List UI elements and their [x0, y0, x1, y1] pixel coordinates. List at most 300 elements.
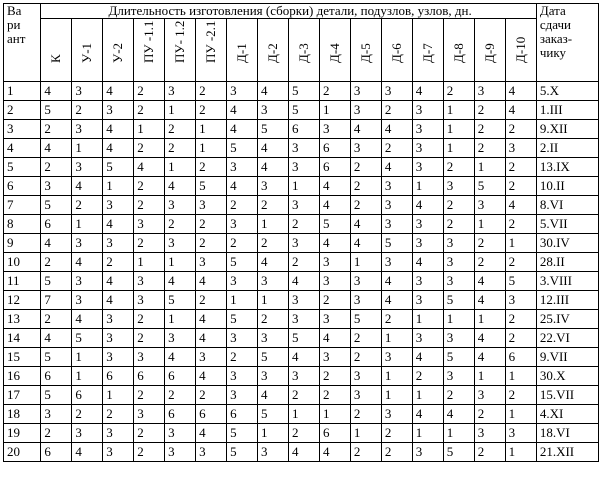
duration-cell: 5 [443, 348, 474, 367]
duration-cell: 3 [412, 234, 443, 253]
duration-cell: 3 [288, 196, 319, 215]
duration-cell: 3 [165, 196, 196, 215]
duration-cell: 1 [350, 253, 381, 272]
duration-cell: 2 [443, 215, 474, 234]
duration-cell: 4 [103, 120, 134, 139]
duration-cell: 2 [350, 329, 381, 348]
duration-cell: 5 [196, 177, 227, 196]
table-row [4, 253, 599, 272]
column-header [443, 19, 474, 82]
duration-cell: 1 [474, 215, 505, 234]
variant-cell: 10 [4, 253, 41, 272]
duration-cell: 3 [412, 139, 443, 158]
duration-cell: 3 [41, 177, 72, 196]
duration-cell: 3 [412, 215, 443, 234]
duration-cell: 2 [443, 158, 474, 177]
duration-cell: 3 [505, 424, 536, 443]
duration-cell: 6 [41, 367, 72, 386]
column-header [72, 19, 103, 82]
duration-cell: 4 [288, 272, 319, 291]
table-row [4, 386, 599, 405]
duration-cell: 2 [505, 177, 536, 196]
duration-cell: 3 [381, 348, 412, 367]
duration-cell: 3 [72, 158, 103, 177]
duration-cell: 3 [288, 234, 319, 253]
duration-cell: 1 [412, 424, 443, 443]
duration-cell: 3 [165, 82, 196, 101]
duration-cell: 4 [319, 234, 350, 253]
duration-cell: 4 [258, 253, 289, 272]
duration-cell: 2 [134, 443, 165, 462]
delivery-date-cell: 5.X [536, 82, 598, 101]
duration-cell: 3 [443, 272, 474, 291]
delivery-date-cell: 9.VII [536, 348, 598, 367]
column-header [165, 19, 196, 82]
duration-cell: 1 [258, 424, 289, 443]
duration-cell: 1 [443, 120, 474, 139]
duration-cell: 3 [72, 424, 103, 443]
duration-cell: 5 [41, 196, 72, 215]
duration-cell: 6 [227, 405, 258, 424]
variant-cell: 19 [4, 424, 41, 443]
duration-cell: 3 [474, 386, 505, 405]
duration-cell: 1 [381, 329, 412, 348]
duration-cell: 1 [319, 405, 350, 424]
duration-cell: 3 [165, 443, 196, 462]
duration-cell: 3 [103, 310, 134, 329]
duration-cell: 3 [134, 291, 165, 310]
delivery-date-cell: 3.VIII [536, 272, 598, 291]
duration-cell: 2 [41, 158, 72, 177]
duration-cell: 5 [258, 348, 289, 367]
duration-cell: 6 [134, 367, 165, 386]
duration-cell: 2 [227, 234, 258, 253]
duration-cell: 3 [350, 139, 381, 158]
duration-cell: 1 [443, 101, 474, 120]
duration-cell: 6 [41, 443, 72, 462]
duration-cell: 4 [412, 196, 443, 215]
duration-cell: 2 [196, 234, 227, 253]
column-header-label: Д-2 [265, 43, 280, 63]
variant-cell: 1 [4, 82, 41, 101]
duration-cell: 6 [288, 120, 319, 139]
duration-cell: 4 [41, 329, 72, 348]
duration-cell: 3 [227, 367, 258, 386]
duration-cell: 3 [258, 272, 289, 291]
duration-cell: 3 [350, 101, 381, 120]
duration-cell: 2 [350, 196, 381, 215]
duration-cell: 5 [103, 158, 134, 177]
variant-cell: 11 [4, 272, 41, 291]
duration-cell: 4 [72, 443, 103, 462]
duration-cell: 3 [412, 443, 443, 462]
duration-cell: 1 [72, 215, 103, 234]
column-header [412, 19, 443, 82]
duration-cell: 2 [350, 177, 381, 196]
duration-cell: 5 [41, 272, 72, 291]
duration-cell: 1 [258, 291, 289, 310]
variant-header-line: ант [7, 31, 26, 46]
duration-cell: 2 [196, 291, 227, 310]
duration-cell: 3 [412, 272, 443, 291]
duration-cell: 1 [381, 367, 412, 386]
table-row [4, 348, 599, 367]
duration-cell: 2 [288, 424, 319, 443]
assembly-duration-table [3, 3, 599, 462]
duration-cell: 2 [381, 424, 412, 443]
duration-cell: 1 [412, 386, 443, 405]
duration-cell: 6 [319, 424, 350, 443]
variant-cell: 18 [4, 405, 41, 424]
delivery-date-cell: 10.II [536, 177, 598, 196]
duration-cell: 2 [319, 82, 350, 101]
duration-cell: 1 [474, 158, 505, 177]
duration-cell: 3 [227, 215, 258, 234]
column-header-label: ПУ- 1.2 [172, 20, 188, 63]
duration-cell: 4 [196, 310, 227, 329]
duration-cell: 2 [103, 253, 134, 272]
date-header [536, 4, 598, 82]
column-header [319, 19, 350, 82]
duration-cell: 2 [505, 215, 536, 234]
duration-cell: 1 [165, 310, 196, 329]
duration-cell: 3 [288, 367, 319, 386]
duration-cell: 3 [443, 367, 474, 386]
variant-cell: 17 [4, 386, 41, 405]
duration-cell: 3 [72, 120, 103, 139]
delivery-date-cell: 22.VI [536, 329, 598, 348]
duration-cell: 4 [227, 101, 258, 120]
duration-cell: 2 [196, 82, 227, 101]
duration-cell: 1 [72, 139, 103, 158]
duration-cell: 4 [258, 158, 289, 177]
delivery-date-cell: 9.XII [536, 120, 598, 139]
column-header [227, 19, 258, 82]
table-row [4, 196, 599, 215]
column-header-label: К [48, 54, 64, 63]
column-header [288, 19, 319, 82]
duration-cell: 5 [72, 329, 103, 348]
duration-cell: 3 [412, 329, 443, 348]
column-header-label: У-2 [110, 42, 126, 63]
duration-cell: 3 [165, 329, 196, 348]
duration-cell: 4 [350, 234, 381, 253]
duration-cell: 3 [227, 329, 258, 348]
duration-cell: 1 [72, 348, 103, 367]
duration-cell: 3 [103, 348, 134, 367]
duration-cell: 4 [412, 348, 443, 367]
duration-cell: 4 [505, 101, 536, 120]
duration-cell: 2 [134, 234, 165, 253]
column-header-label: ПУ -2.1 [203, 20, 219, 63]
duration-cell: 4 [72, 177, 103, 196]
variant-cell: 4 [4, 139, 41, 158]
duration-cell: 2 [134, 101, 165, 120]
date-header-line: сдачи [539, 17, 571, 32]
duration-cell: 5 [41, 348, 72, 367]
duration-cell: 4 [319, 196, 350, 215]
variant-cell: 20 [4, 443, 41, 462]
table-row [4, 424, 599, 443]
duration-cell: 4 [319, 443, 350, 462]
column-header-label: Д-1 [234, 43, 250, 63]
duration-cell: 4 [196, 329, 227, 348]
duration-cell: 4 [72, 253, 103, 272]
duration-cell: 2 [258, 196, 289, 215]
duration-cell: 2 [474, 405, 505, 424]
delivery-date-cell: 4.XI [536, 405, 598, 424]
table-row [4, 234, 599, 253]
duration-cell: 4 [350, 120, 381, 139]
duration-cell: 6 [103, 367, 134, 386]
duration-cell: 3 [165, 424, 196, 443]
duration-cell: 3 [258, 177, 289, 196]
column-header-label: Д-3 [295, 43, 311, 63]
duration-cell: 2 [134, 82, 165, 101]
duration-cell: 2 [196, 101, 227, 120]
duration-cell: 2 [505, 386, 536, 405]
duration-cell: 6 [319, 139, 350, 158]
duration-cell: 3 [196, 348, 227, 367]
duration-cell: 2 [474, 139, 505, 158]
duration-cell: 3 [227, 158, 258, 177]
delivery-date-cell: 13.IX [536, 158, 598, 177]
duration-cell: 4 [165, 348, 196, 367]
duration-cell: 3 [381, 253, 412, 272]
duration-cell: 1 [72, 367, 103, 386]
duration-cell: 4 [381, 120, 412, 139]
duration-cell: 5 [227, 139, 258, 158]
duration-cell: 1 [350, 424, 381, 443]
duration-cell: 1 [165, 158, 196, 177]
column-header-label: Д-8 [450, 43, 466, 63]
duration-cell: 3 [319, 253, 350, 272]
variant-cell: 7 [4, 196, 41, 215]
variant-cell: 14 [4, 329, 41, 348]
duration-cell: 2 [72, 405, 103, 424]
duration-cell: 5 [443, 291, 474, 310]
variant-cell: 5 [4, 158, 41, 177]
duration-cell: 3 [103, 424, 134, 443]
duration-cell: 1 [103, 177, 134, 196]
duration-cell: 2 [196, 158, 227, 177]
duration-cell: 3 [443, 234, 474, 253]
duration-cell: 2 [505, 310, 536, 329]
duration-cell: 4 [103, 215, 134, 234]
duration-cell: 3 [474, 196, 505, 215]
duration-cell: 3 [381, 177, 412, 196]
duration-cell: 2 [134, 177, 165, 196]
column-header [350, 19, 381, 82]
variant-header [4, 4, 41, 82]
duration-cell: 2 [319, 386, 350, 405]
duration-cell: 3 [196, 253, 227, 272]
duration-cell: 1 [196, 120, 227, 139]
duration-cell: 3 [381, 215, 412, 234]
table-row [4, 272, 599, 291]
duration-cell: 3 [350, 386, 381, 405]
duration-cell: 1 [505, 443, 536, 462]
duration-cell: 1 [505, 367, 536, 386]
table-row [4, 329, 599, 348]
duration-cell: 2 [350, 443, 381, 462]
delivery-date-cell: 30.IV [536, 234, 598, 253]
duration-cell: 2 [134, 310, 165, 329]
duration-cell: 4 [227, 120, 258, 139]
duration-cell: 3 [134, 405, 165, 424]
duration-cell: 1 [134, 253, 165, 272]
duration-cell: 1 [412, 310, 443, 329]
duration-cell: 2 [41, 424, 72, 443]
duration-cell: 2 [350, 348, 381, 367]
duration-cell: 1 [165, 101, 196, 120]
duration-cell: 2 [381, 139, 412, 158]
column-header [41, 19, 72, 82]
duration-cell: 3 [72, 234, 103, 253]
duration-cell: 3 [258, 101, 289, 120]
duration-cell: 4 [258, 82, 289, 101]
duration-cell: 6 [165, 367, 196, 386]
duration-cell: 2 [350, 405, 381, 424]
duration-cell: 3 [350, 272, 381, 291]
column-header-label: Д-4 [326, 43, 342, 63]
duration-cell: 5 [165, 291, 196, 310]
table-row [4, 443, 599, 462]
column-header [474, 19, 505, 82]
duration-cell: 1 [103, 386, 134, 405]
duration-cell: 5 [505, 272, 536, 291]
duration-cell: 4 [288, 443, 319, 462]
duration-cell: 3 [412, 101, 443, 120]
duration-cell: 4 [258, 139, 289, 158]
duration-cell: 5 [227, 310, 258, 329]
duration-cell: 2 [134, 386, 165, 405]
duration-cell: 3 [412, 120, 443, 139]
duration-cell: 1 [443, 139, 474, 158]
duration-cell: 4 [41, 139, 72, 158]
delivery-date-cell: 18.VI [536, 424, 598, 443]
duration-cell: 2 [165, 215, 196, 234]
duration-cell: 5 [288, 101, 319, 120]
duration-cell: 4 [412, 82, 443, 101]
duration-cell: 4 [165, 272, 196, 291]
duration-cell: 4 [103, 291, 134, 310]
date-header-line: чику [539, 45, 566, 60]
duration-cell: 4 [165, 177, 196, 196]
duration-cell: 3 [288, 310, 319, 329]
duration-cell: 1 [443, 310, 474, 329]
duration-cell: 1 [505, 405, 536, 424]
duration-cell: 6 [72, 386, 103, 405]
duration-cell: 4 [103, 139, 134, 158]
duration-cell: 1 [381, 386, 412, 405]
column-header-label: Д-10 [512, 36, 528, 63]
table-title: Длительность изготовления (сборки) детали, подузлов, узлов, дн. [41, 4, 536, 19]
duration-cell: 3 [165, 234, 196, 253]
duration-cell: 1 [227, 291, 258, 310]
duration-cell: 4 [196, 272, 227, 291]
duration-cell: 3 [319, 348, 350, 367]
delivery-date-cell: 28.II [536, 253, 598, 272]
duration-cell: 2 [443, 386, 474, 405]
variant-header-line: Ва [7, 3, 22, 18]
column-header-label: ПУ -1.1 [141, 20, 157, 63]
duration-cell: 4 [505, 196, 536, 215]
duration-cell: 2 [381, 101, 412, 120]
duration-cell: 2 [505, 120, 536, 139]
duration-cell: 3 [443, 329, 474, 348]
duration-cell: 1 [474, 310, 505, 329]
duration-cell: 4 [381, 291, 412, 310]
duration-cell: 5 [288, 82, 319, 101]
column-header-label: Д-5 [357, 43, 373, 63]
duration-cell: 3 [288, 139, 319, 158]
duration-cell: 3 [288, 158, 319, 177]
duration-cell: 3 [350, 82, 381, 101]
duration-cell: 2 [72, 196, 103, 215]
duration-cell: 3 [196, 196, 227, 215]
duration-cell: 3 [443, 177, 474, 196]
duration-cell: 3 [381, 405, 412, 424]
variant-cell: 15 [4, 348, 41, 367]
duration-cell: 3 [134, 272, 165, 291]
duration-cell: 2 [196, 386, 227, 405]
duration-cell: 2 [134, 139, 165, 158]
duration-cell: 3 [72, 272, 103, 291]
duration-cell: 2 [258, 234, 289, 253]
duration-cell: 5 [443, 443, 474, 462]
duration-cell: 3 [103, 443, 134, 462]
duration-cell: 5 [227, 443, 258, 462]
column-header [196, 19, 227, 82]
duration-cell: 4 [196, 424, 227, 443]
duration-cell: 4 [319, 329, 350, 348]
table-row [4, 120, 599, 139]
duration-cell: 4 [41, 82, 72, 101]
table-row [4, 82, 599, 101]
duration-cell: 2 [165, 139, 196, 158]
duration-cell: 3 [134, 215, 165, 234]
duration-cell: 2 [227, 348, 258, 367]
delivery-date-cell: 21.XII [536, 443, 598, 462]
duration-cell: 2 [319, 291, 350, 310]
duration-cell: 1 [134, 120, 165, 139]
duration-cell: 5 [41, 386, 72, 405]
variant-cell: 3 [4, 120, 41, 139]
column-header [505, 19, 536, 82]
duration-cell: 3 [505, 291, 536, 310]
column-header-label: Д-9 [481, 43, 497, 63]
column-header [103, 19, 134, 82]
duration-cell: 4 [288, 348, 319, 367]
delivery-date-cell: 8.VI [536, 196, 598, 215]
duration-cell: 5 [41, 101, 72, 120]
duration-cell: 2 [381, 310, 412, 329]
column-header [381, 19, 412, 82]
duration-cell: 4 [474, 272, 505, 291]
delivery-date-cell: 30.X [536, 367, 598, 386]
duration-cell: 2 [412, 367, 443, 386]
duration-cell: 6 [165, 405, 196, 424]
duration-cell: 3 [103, 196, 134, 215]
duration-cell: 3 [72, 82, 103, 101]
duration-cell: 2 [288, 253, 319, 272]
duration-cell: 4 [103, 272, 134, 291]
duration-cell: 4 [134, 158, 165, 177]
duration-cell: 3 [381, 82, 412, 101]
date-header-line: заказ- [539, 31, 573, 46]
duration-cell: 3 [258, 367, 289, 386]
